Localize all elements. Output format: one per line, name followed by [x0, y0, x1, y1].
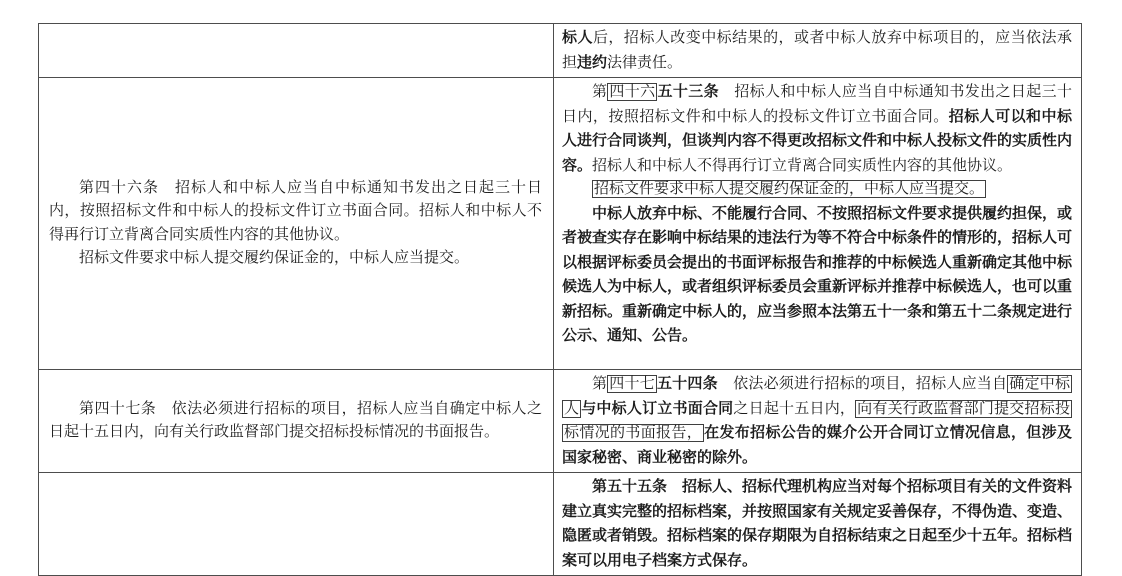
- paragraph: [562, 202, 1072, 349]
- old-text-cell: [39, 78, 554, 370]
- revised-text-cell: [554, 78, 1082, 370]
- document-page: [38, 23, 1082, 576]
- text-segment: 招标人和中标人不得再行订立背离合同实质性内容的其他协议。: [592, 157, 1013, 174]
- bold-revised-text: 招标人可以和中标人进行合同谈判，但谈判内容不得更改招标文件和中标人投标文件的实质性内容。: [562, 107, 1073, 174]
- boxed-deleted-text: 确定中标人: [564, 376, 1070, 417]
- law-comparison-table: [38, 23, 1082, 576]
- paragraph: [562, 178, 1072, 202]
- text-segment: 第: [592, 84, 608, 100]
- bold-revised-text: 在发布招标公告的媒介公开合同订立情况信息，但涉及国家秘密、商业秘密的除外。: [562, 424, 1072, 466]
- table-row: [39, 24, 1082, 78]
- bold-revised-text: 违约: [577, 53, 608, 71]
- old-text-cell: [39, 24, 554, 78]
- bold-revised-text: 中标人放弃中标、不能履行合同、不按照招标文件要求提供履约担保，或者被查实存在影响中标结果的违法行为等不符合中标条件的情形的，招标人可以根据评标委员会提出的书面评标报告和推荐的中标候选人重新确定其他中标候选人为中标人，或者组织评标委员会重新评标并推荐中标候选人，也可以重新招标。重新确定中标人的，应当参照本法第五十一条和第五十二条规定进行公示、通知、公告。: [562, 204, 1073, 344]
- boxed-deleted-text: 四十六: [609, 84, 656, 100]
- text-segment: 第四十七条 依法必须进行招标的项目，招标人应当自确定中标人之日起十五日内，向有关行政监督部门提交招标投标情况的书面报告。: [49, 400, 542, 440]
- paragraph: [562, 475, 1072, 573]
- paragraph: [562, 26, 1072, 75]
- table-row: [39, 473, 1082, 576]
- revised-text-cell: [554, 24, 1082, 78]
- table-row: [39, 78, 1082, 370]
- paragraph: [562, 372, 1072, 470]
- bold-revised-text: 与中标人订立书面合同: [581, 399, 734, 417]
- boxed-deleted-text: 向有关行政监督部门提交招标投标情况的书面报告，: [564, 400, 1070, 441]
- bold-revised-text: 五十四条: [656, 375, 718, 392]
- text-segment: 法律责任。: [607, 54, 683, 71]
- text-segment: 后，招标人改变中标结果的，或者中标人放弃中标项目的，应当依法承担: [562, 30, 1072, 71]
- bold-revised-text: 五十三条: [657, 83, 719, 100]
- bold-revised-text: 第五十五条 招标人、招标代理机构应当对每个招标项目有关的文件资料建立真实完整的招标档案，并按照国家有关规定妥善保存，不得伪造、变造、隐匿或者销毁。招标档案的保存期限为自招标结束之日起至少十五年。招标档案可以用电子档案方式保存。: [562, 478, 1073, 569]
- text-segment: 招标文件要求中标人提交履约保证金的，中标人应当提交。: [79, 250, 470, 266]
- text-segment: 第: [592, 376, 608, 392]
- paragraph: [49, 398, 542, 445]
- text-segment: 第四十六条 招标人和中标人应当自中标通知书发出之日起三十日内，按照招标文件和中标人的投标文件订立书面合同。招标人和中标人不得再行订立背离合同实质性内容的其他协议。: [49, 179, 542, 243]
- old-text-cell: [39, 473, 554, 576]
- boxed-deleted-text: 四十七: [609, 376, 655, 392]
- old-text-cell: [39, 370, 554, 473]
- text-segment: 招标人和中标人应当自中标通知书发出之日起三十日内，按照招标文件和中标人的投标文件订立书面合同。: [562, 84, 1072, 125]
- text-segment: 依法必须进行招标的项目，招标人应当自: [717, 376, 1008, 392]
- text-segment: 之日起十五日内，: [733, 400, 856, 417]
- paragraph: [49, 247, 542, 271]
- revised-text-cell: [554, 473, 1082, 576]
- bold-revised-text: 标人: [562, 29, 593, 46]
- paragraph: [562, 80, 1072, 178]
- boxed-deleted-text: 招标文件要求中标人提交履约保证金的，中标人应当提交。: [594, 181, 985, 197]
- paragraph: [49, 177, 542, 248]
- table-row: [39, 370, 1082, 473]
- revised-text-cell: [554, 370, 1082, 473]
- table-body: [39, 24, 1082, 576]
